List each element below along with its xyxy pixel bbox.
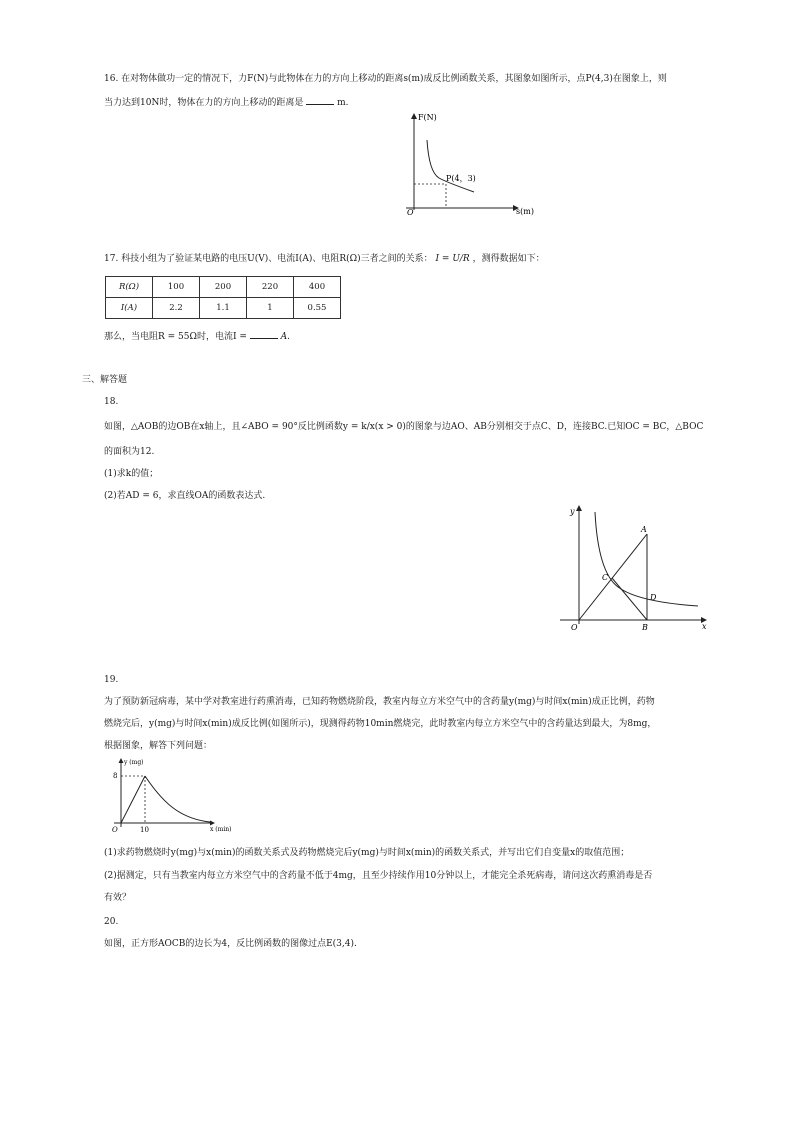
q19-x-label: x (min) <box>210 826 232 833</box>
q19-text-line1: 为了预防新冠病毒，某中学对教室进行药熏消毒，已知药物燃烧阶段，教室内每立方米空气中的含药量y(mg)与时间x(min)成正比例，药物 <box>104 697 655 707</box>
q16-graph <box>396 110 546 222</box>
q16-text-line2-post: m. <box>337 98 349 108</box>
q18-label-O: O <box>571 623 578 632</box>
table-cell: 1 <box>247 298 294 319</box>
q16-answer-blank[interactable] <box>306 95 334 105</box>
q16-text-line1: 16. 在对物体做功一定的情况下，力F(N)与此物体在力的方向上移动的距离s(m)成反比例函数关系，其图象如图所示，点P(4,3)在图象上，则 <box>104 74 667 84</box>
q16-text-line2 <box>104 95 349 109</box>
q17-text-line1-post: ，测得数据如下： <box>472 254 545 264</box>
q19-number: 19. <box>104 675 119 685</box>
q16-point-label: P(4，3) <box>446 174 476 183</box>
q17-data-table <box>105 276 341 319</box>
q19-decay-curve <box>145 776 210 822</box>
q19-y-label: y (mg) <box>124 759 144 766</box>
q19-graph <box>106 755 246 835</box>
q19-text-line2: 燃烧完后，y(mg)与时间x(min)成反比例(如图所示)，现测得药物10min燃烧完，此时教室内每立方米空气中的含药量达到最大，为8mg， <box>104 719 657 729</box>
q16-origin: O <box>407 208 414 217</box>
q16-text-line2-pre: 当力达到10N时，物体在力的方向上移动的距离是 <box>104 98 304 108</box>
q17-formula: I = U/R <box>435 254 470 264</box>
q17-answer-blank[interactable] <box>250 329 278 339</box>
q18-text-line1: 如图，△AOB的边OB在x轴上，且∠ABO = 90°反比例函数y = k/x(x > 0)的图象与边AO、AB分别相交于点C、D，连接BC.已知OC = BC，△BOC <box>104 422 704 432</box>
q19-y-tick: 8 <box>113 772 118 780</box>
q19-origin: O <box>112 826 118 834</box>
q19-text-line3: 根据图象，解答下列问题： <box>104 741 213 751</box>
table-cell: 220 <box>247 277 294 298</box>
q19-part1: (1)求药物燃烧时y(mg)与x(min)的函数关系式及药物燃烧完后y(mg)与时间x(min)的函数关系式，并写出它们自变量x的取值范围； <box>104 848 630 858</box>
q17-text-line2 <box>104 329 290 343</box>
q20-number: 20. <box>104 917 119 927</box>
table-cell: 2.2 <box>153 298 200 319</box>
q20-text-line1: 如图，正方形AOCB的边长为4，反比例函数的图像过点E(3,4). <box>104 939 357 949</box>
q19-linear-segment <box>121 776 145 823</box>
q18-number: 18. <box>104 397 119 407</box>
table-cell: 200 <box>200 277 247 298</box>
q18-label-x: x <box>702 622 707 631</box>
q16-x-label: s(m) <box>516 207 534 216</box>
table-cell: 400 <box>294 277 341 298</box>
section-title: 三、解答题 <box>82 375 128 385</box>
q18-segment-BC <box>612 578 647 620</box>
q18-text-line2: 的面积为12. <box>104 447 155 457</box>
table-row <box>106 298 341 319</box>
q18-label-B: B <box>642 623 648 632</box>
q16-y-label: F(N) <box>418 113 437 122</box>
q18-label-A: A <box>641 525 647 534</box>
q17-text-line2-post: A. <box>280 332 291 342</box>
table-row <box>106 277 341 298</box>
table-cell: 100 <box>153 277 200 298</box>
q18-label-D: D <box>650 593 657 602</box>
q18-part2: (2)若AD = 6，求直线OA的函数表达式. <box>104 491 266 501</box>
table-cell: 1.1 <box>200 298 247 319</box>
q17-text-line1 <box>104 253 545 265</box>
q19-part2-line1: (2)据测定，只有当教室内每立方米空气中的含药量不低于4mg，且至少持续作用10分钟以上，才能完全杀死病毒，请问这次药熏消毒是否 <box>104 871 653 881</box>
q17-text-line2-pre: 那么，当电阻R = 55Ω时，电流I = <box>104 332 247 342</box>
q18-part1: (1)求k的值； <box>104 469 159 479</box>
q18-graph <box>558 502 718 632</box>
table-row-header: I(A) <box>106 298 153 319</box>
table-cell: 0.55 <box>294 298 341 319</box>
q18-label-C: C <box>602 573 609 582</box>
table-row-header: R(Ω) <box>106 277 153 298</box>
q18-label-y: y <box>570 507 575 516</box>
q17-text-line1-pre: 17. 科技小组为了验证某电路的电压U(V)、电流I(A)、电阻R(Ω)三者之间的关系： <box>104 254 433 264</box>
q19-x-tick: 10 <box>140 826 149 834</box>
q19-part2-line2: 有效？ <box>104 893 132 903</box>
